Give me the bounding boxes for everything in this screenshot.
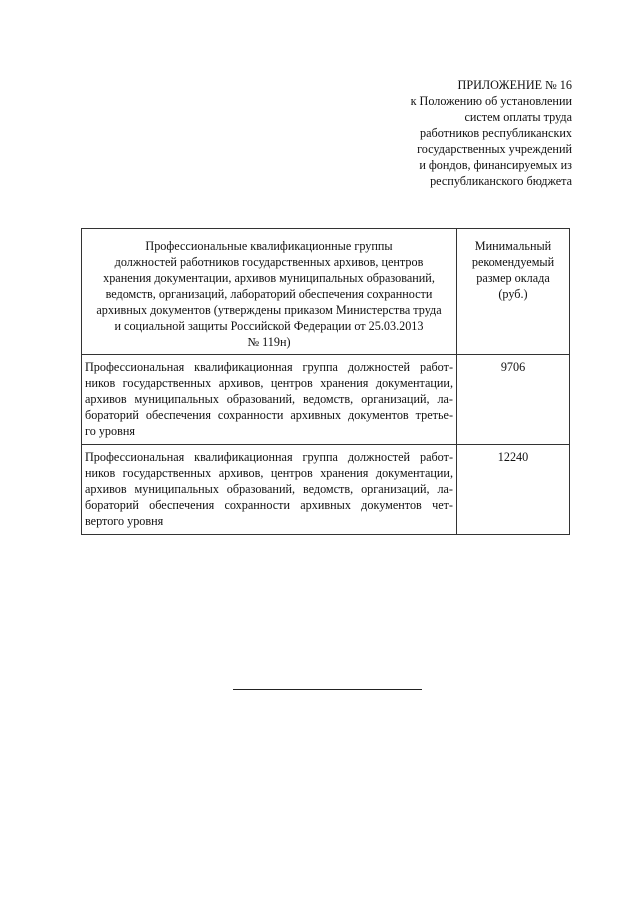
header-line: архивных документов (утверждены приказом Министерства труда [96,303,442,317]
table-header-row [82,229,570,355]
row-line: архивов муниципальных образований, ведомств, организаций, ла- [85,392,453,406]
group-description-cell [82,355,457,445]
row-line: Профессиональная квалификационная группа должностей работ- [85,450,453,464]
header-line: (руб.) [498,287,528,301]
table-row [82,445,570,535]
group-description-cell [82,445,457,535]
header-line: № 119н) [247,335,291,349]
header-line: хранения документации, архивов муниципальных образований, [103,271,435,285]
header-line: должностей работников государственных архивов, центров [114,255,424,269]
footnote-separator [233,689,422,690]
appendix-title: ПРИЛОЖЕНИЕ № 16 [457,78,572,92]
row-line: бораторий обеспечения сохранности архивных документов третье- [85,408,453,422]
row-line: бораторий обеспечения сохранности архивных документов чет- [85,498,453,512]
appendix-line: государственных учреждений [417,142,572,156]
salary-table [81,228,570,535]
header-salary-cell [457,229,570,355]
appendix-line: работников республиканских [420,126,572,140]
header-line: размер оклада [476,271,550,285]
row-line: вертого уровня [85,514,164,528]
row-line: архивов муниципальных образований, ведомств, организаций, ла- [85,482,453,496]
table-row [82,355,570,445]
appendix-line: и фондов, финансируемых из [419,158,572,172]
header-line: Профессиональные квалификационные группы [145,239,393,253]
row-line: го уровня [85,424,135,438]
appendix-heading [372,77,572,189]
header-groups-cell [82,229,457,355]
appendix-line: систем оплаты труда [464,110,572,124]
header-line: рекомендуемый [471,255,555,269]
appendix-line: к Положению об установлении [410,94,572,108]
header-line: и социальной защиты Российской Федерации от 25.03.2013 [114,319,424,333]
row-line: ников государственных архивов, центров хранения документации, [85,376,453,390]
salary-value-cell: 9706 [457,355,570,445]
header-line: Минимальный [474,239,552,253]
row-line: ников государственных архивов, центров хранения документации, [85,466,453,480]
header-line: ведомств, организаций, лабораторий обеспечения сохранности [105,287,433,301]
row-line: Профессиональная квалификационная группа должностей работ- [85,360,453,374]
appendix-line: республиканского бюджета [430,174,572,188]
salary-value-cell: 12240 [457,445,570,535]
